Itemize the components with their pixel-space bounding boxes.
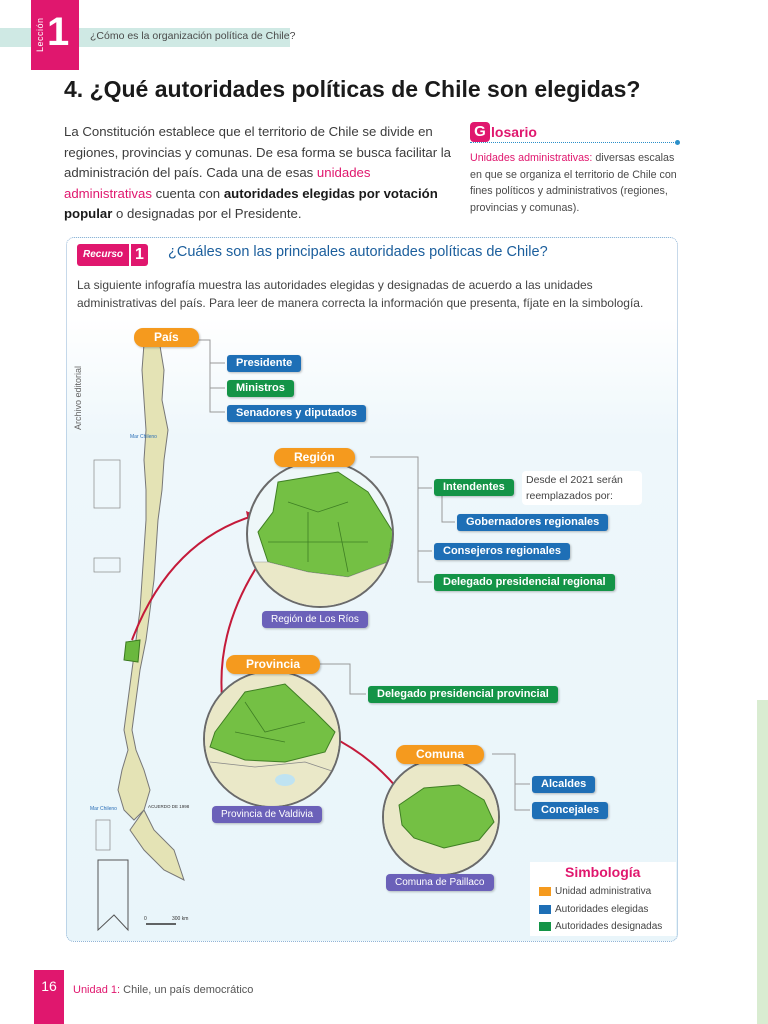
lesson-tab (31, 0, 79, 70)
authority-senadores-diputados: Senadores y diputados (227, 405, 366, 422)
region-map-caption: Región de Los Ríos (262, 611, 368, 628)
chile-outline (118, 344, 184, 880)
mar-chileno-label-2: Mar Chileno (90, 806, 117, 812)
authority-concejales: Concejales (532, 802, 608, 819)
mar-chileno-label-1: Mar Chileno (130, 434, 157, 440)
authority-delegado-provincial: Delegado presidencial provincial (368, 686, 558, 703)
legend-item-designadas (539, 921, 662, 932)
legend-swatch-orange (539, 887, 551, 896)
page-title: 4. ¿Qué autoridades políticas de Chile son elegidas? (64, 76, 641, 102)
side-decoration (757, 700, 768, 1024)
glossary-term: Unidades administrativas: (470, 152, 593, 164)
legend (530, 862, 676, 936)
footer-unit-title: Chile, un país democrático (120, 984, 254, 996)
provincia-label: Provincia (226, 655, 320, 674)
legend-swatch-blue (539, 905, 551, 914)
glossary-heading (470, 122, 537, 142)
legend-item-unidad (539, 886, 651, 897)
region-replacement-note: Desde el 2021 serán reemplazados por: (522, 471, 642, 505)
provincia-map-caption: Provincia de Valdivia (212, 806, 322, 823)
scale-start: 0 (144, 916, 147, 922)
footer-unit (73, 984, 253, 996)
image-credit: Archivo editorial (73, 365, 83, 430)
lesson-question: ¿Cómo es la organización política de Chile? (90, 30, 296, 42)
inset-map-3 (96, 820, 110, 850)
authority-gobernadores-regionales: Gobernadores regionales (457, 514, 608, 531)
page-number: 16 (41, 978, 57, 994)
authority-presidente: Presidente (227, 355, 301, 372)
glossary-definition (470, 150, 680, 216)
recurso-title: ¿Cuáles son las principales autoridades políticas de Chile? (168, 244, 548, 260)
recurso-description: La siguiente infografía muestra las autoridades elegidas y designadas de acuerdo a las unidades administrativas del país. Para leer de manera correcta la información que presenta, fíjate en la simbología. (77, 278, 644, 310)
intro-highlight: unidades administrativas (64, 165, 371, 201)
region-label: Región (274, 448, 355, 467)
footer-unit-label: Unidad 1: (73, 984, 121, 996)
intro-text-2: cuenta con (151, 185, 224, 201)
glossary-dot (675, 140, 680, 145)
los-rios-region-highlight (124, 640, 140, 662)
pais-label: País (134, 328, 199, 347)
legend-label-designadas: Autoridades designadas (555, 921, 663, 932)
glossary-g-icon: G (470, 122, 490, 142)
glossary-divider (470, 142, 678, 143)
authority-intendentes: Intendentes (434, 479, 514, 496)
chile-map (84, 340, 214, 940)
recurso-tag (77, 244, 148, 266)
recurso-tag-number: 1 (129, 244, 148, 266)
legend-swatch-green (539, 922, 551, 931)
authority-consejeros-regionales: Consejeros regionales (434, 543, 570, 560)
acuerdo-label: ACUERDO DE 1998 (148, 804, 190, 809)
inset-map-2 (94, 558, 120, 572)
scale-end: 300 km (172, 916, 189, 922)
intro-bold: autoridades elegidas por votación popular (64, 185, 438, 221)
legend-label-unidad: Unidad administrativa (555, 886, 652, 897)
provincia-map (203, 670, 341, 808)
antarctic-sector (98, 860, 128, 930)
lesson-number: 1 (47, 10, 70, 54)
authority-delegado-regional: Delegado presidencial regional (434, 574, 615, 591)
intro-text-3: o designadas por el Presidente. (112, 206, 302, 221)
authority-ministros: Ministros (227, 380, 294, 397)
comuna-map (382, 758, 500, 876)
legend-title: Simbología (565, 864, 641, 880)
glossary-word: losario (491, 124, 537, 140)
intro-paragraph (64, 122, 460, 225)
region-map (246, 460, 394, 608)
recurso-tag-label: Recurso (77, 244, 129, 266)
comuna-label: Comuna (396, 745, 484, 764)
authority-alcaldes: Alcaldes (532, 776, 595, 793)
glossary-definition-text: diversas escalas en que se organiza el territorio de Chile con fines políticos y administrativos (regiones, provincias y comunas). (470, 152, 677, 214)
legend-label-elegidas: Autoridades elegidas (555, 904, 649, 915)
legend-item-elegidas (539, 904, 648, 915)
inset-map-1 (94, 460, 120, 508)
intro-text-1: La Constitución establece que el territorio de Chile se divide en regiones, provincias y comunas. De esa forma se busca facilitar la administración del país. Cada una de esas (64, 124, 452, 180)
lesson-label: Lección (35, 17, 45, 52)
comuna-map-caption: Comuna de Paillaco (386, 874, 494, 891)
